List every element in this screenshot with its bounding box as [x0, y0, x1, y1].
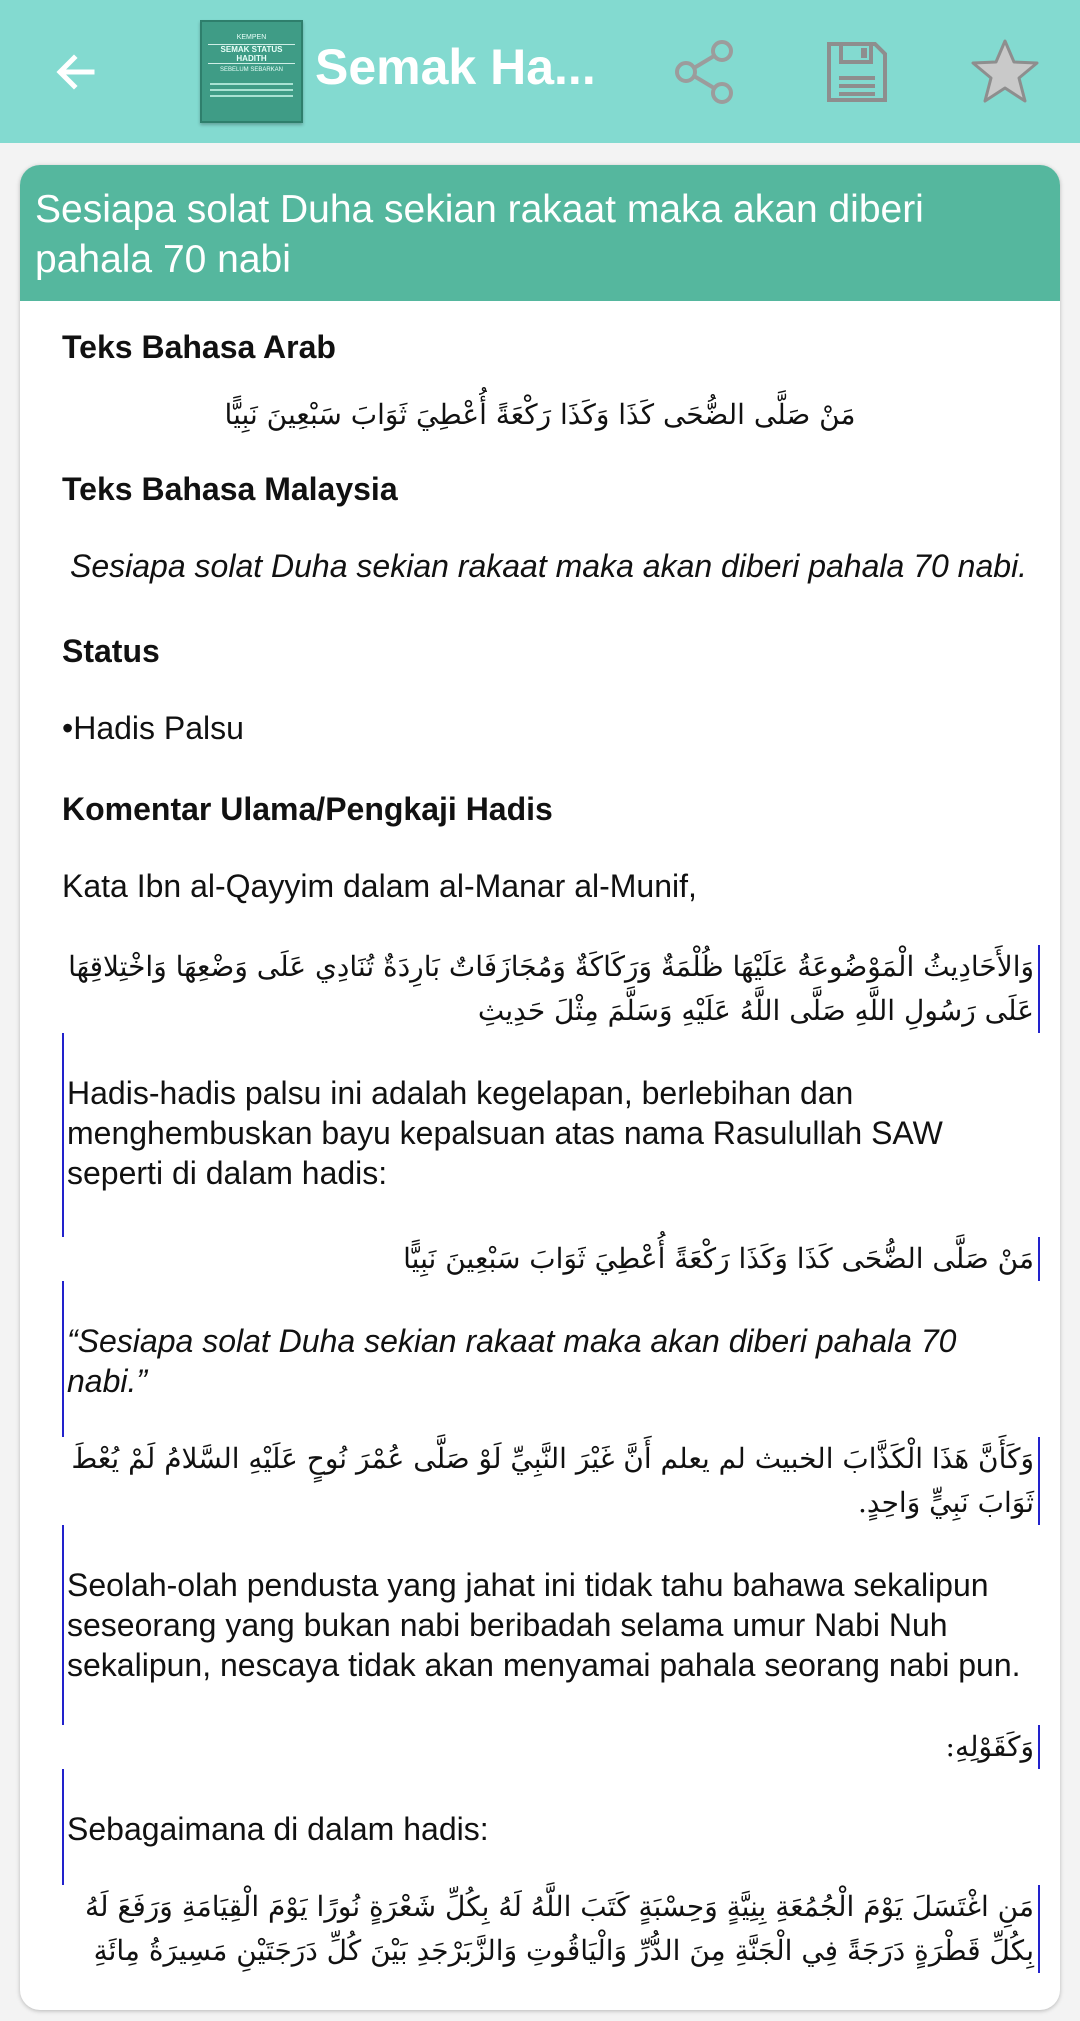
hadith-content — [20, 329, 1060, 1973]
arab-text-heading: Teks Bahasa Arab — [62, 329, 336, 365]
arab-quote-3: وَكَأَنَّ هَذَا الْكَذَّابَ الخبيث لم يعلم أَنَّ غَيْرَ النَّبِيِّ لَوْ صَلَّى عُمْرَ نُوحٍ عَلَيْهِ السَّلامُ لَمْ يُعْطَ ثَوَابَ نَبِيٍّ وَاحِدٍ. — [40, 1437, 1040, 1525]
logo-text-2: SEMAK STATUS HADITH — [208, 44, 295, 64]
favorite-button[interactable] — [963, 30, 1047, 114]
malay-quote-3: Seolah-olah pendusta yang jahat ini tidak tahu bahawa sekalipun seseorang yang bukan nabi beribadah selama umur Nabi Nuh sekalipun, nescaya tidak akan menyamai pahala seorang nabi pun. — [62, 1525, 1040, 1725]
floppy-disk-icon — [825, 40, 889, 104]
logo-text-1: KEMPEN — [236, 34, 267, 41]
arab-text: مَنْ صَلَّى الضُّحَى كَذَا وَكَذَا رَكْعَةً أُعْطِيَ ثَوَابَ سَبْعِينَ نَبِيًّا — [224, 398, 856, 431]
malay-quote-4: Sebagaimana di dalam hadis: — [62, 1769, 1040, 1885]
share-icon — [672, 39, 738, 105]
arab-quote-4: وَكَقَوْلِهِ: — [40, 1725, 1040, 1769]
share-button[interactable] — [663, 30, 747, 114]
star-icon — [970, 38, 1040, 106]
malay-text: Sesiapa solat Duha sekian rakaat maka akan diberi pahala 70 nabi. — [70, 548, 1028, 584]
status-value: •Hadis Palsu — [62, 710, 244, 746]
arab-quote-1: وَالأَحَادِيثُ الْمَوْضُوعَةُ عَلَيْهَا ظُلْمَةٌ وَرَكَاكَةٌ وَمُجَازَفَاتٌ بَارِدَةٌ تُنَادِي عَلَى وَضْعِهَا وَاخْتِلاقِهَا عَلَى رَسُولِ اللَّهِ صَلَّى اللَّهُ عَلَيْهِ وَسَلَّمَ مِثْلَ حَدِيثِ — [40, 945, 1040, 1033]
app-bar — [0, 0, 1080, 143]
arab-quote-2: مَنْ صَلَّى الضُّحَى كَذَا وَكَذَا رَكْعَةً أُعْطِيَ ثَوَابَ سَبْعِينَ نَبِيًّا — [40, 1237, 1040, 1281]
logo-text-3: SEBELUM SEBARKAN — [219, 67, 284, 73]
app-logo — [200, 20, 303, 123]
arrow-left-icon — [52, 48, 100, 96]
back-button[interactable] — [40, 36, 112, 108]
malay-quote-1: Hadis-hadis palsu ini adalah kegelapan, berlebihan dan menghembuskan bayu kepalsuan atas nama Rasulullah SAW seperti di dalam hadis: — [62, 1033, 1040, 1237]
app-title: Semak Ha... — [315, 39, 596, 95]
hadith-title: Sesiapa solat Duha sekian rakaat maka akan diberi pahala 70 nabi — [20, 165, 1060, 301]
komentar-intro: Kata Ibn al-Qayyim dalam al-Manar al-Munif, — [62, 868, 697, 904]
malay-quote-2: “Sesiapa solat Duha sekian rakaat maka akan diberi pahala 70 nabi.” — [62, 1281, 1040, 1437]
status-heading: Status — [62, 633, 160, 669]
hadith-card — [20, 165, 1060, 2010]
komentar-heading: Komentar Ulama/Pengkaji Hadis — [62, 791, 553, 827]
arab-quote-5: مَنِ اغْتَسَلَ يَوْمَ الْجُمُعَةِ بِنِيَّةٍ وَحِسْبَةٍ كَتَبَ اللَّهُ لَهُ بِكُلِّ شَعْرَةٍ نُورًا يَوْمَ الْقِيَامَةِ وَرَفَعَ لَهُ بِكُلِّ قَطْرَةٍ دَرَجَةً فِي الْجَنَّةِ مِنَ الدُّرِّ وَالْيَاقُوتِ وَالزَّبَرْجَدِ بَيْنَ كُلِّ دَرَجَتَيْنِ مَسِيرَةُ مِائَةِ — [40, 1885, 1040, 1973]
save-button[interactable] — [815, 30, 899, 114]
malay-text-heading: Teks Bahasa Malaysia — [62, 471, 398, 507]
